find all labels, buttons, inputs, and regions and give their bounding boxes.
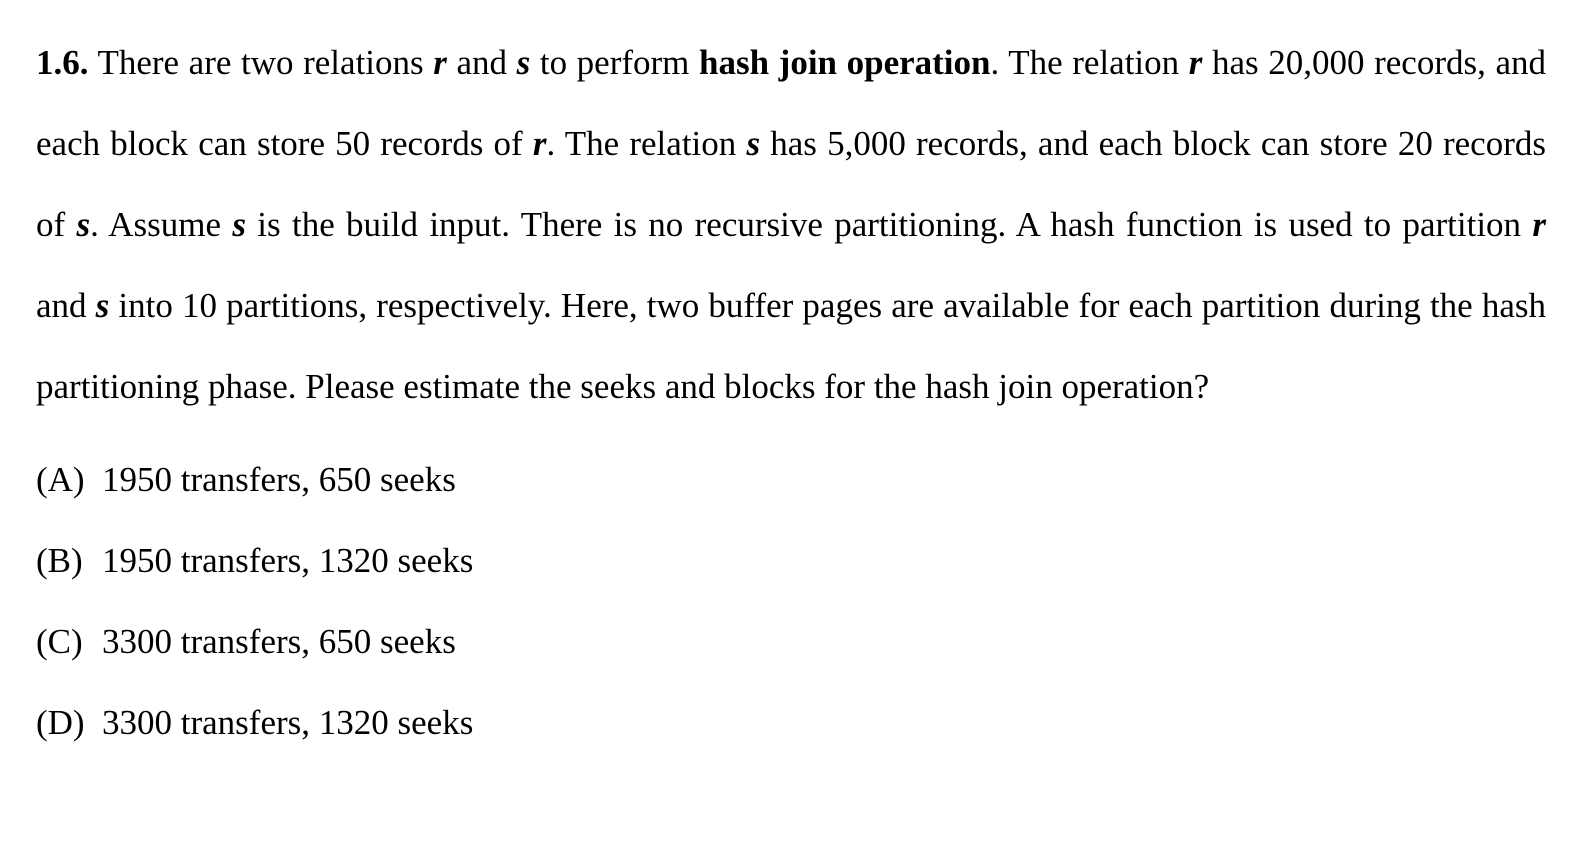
relation-symbol: r xyxy=(532,124,547,163)
relation-symbol: r xyxy=(433,43,447,82)
relation-symbol: s xyxy=(95,286,110,325)
choice-c[interactable] xyxy=(36,601,1546,682)
relation-symbol: r xyxy=(1532,205,1546,244)
question-rich-text: There are two relations r and s to perform hash join operation. The relation r has 20,000 records, and each block can store 50 records of r. The relation s has 5,000 records, and each block can store 20 records of s. Assume s is the build input. There is no recursive partitioning. A hash function is used to partition r and s into 10 partitions, respectively. Here, two buffer pages are available for each partition during the hash partitioning phase. Please estimate the seeks and blocks for the hash join operation? xyxy=(36,43,1546,406)
choice-c-text: 3300 transfers, 650 seeks xyxy=(102,622,456,661)
choice-a[interactable] xyxy=(36,439,1546,520)
choice-d-label: (D) xyxy=(36,703,85,742)
choice-a-label: (A) xyxy=(36,460,85,499)
relation-symbol: s xyxy=(746,124,761,163)
relation-symbol: s xyxy=(232,205,246,244)
choice-d[interactable] xyxy=(36,682,1546,763)
relation-symbol: s xyxy=(76,205,91,244)
answer-choices-list xyxy=(36,439,1546,763)
question-number: 1.6. xyxy=(36,43,89,82)
choice-a-text: 1950 transfers, 650 seeks xyxy=(102,460,456,499)
choice-d-text: 3300 transfers, 1320 seeks xyxy=(102,703,474,742)
question-text xyxy=(36,22,1546,427)
relation-symbol: s xyxy=(516,43,531,82)
emphasis-text: hash join operation xyxy=(699,43,991,82)
relation-symbol: r xyxy=(1188,43,1203,82)
choice-b-label: (B) xyxy=(36,541,83,580)
choice-b-text: 1950 transfers, 1320 seeks xyxy=(102,541,474,580)
choice-b[interactable] xyxy=(36,520,1546,601)
choice-c-label: (C) xyxy=(36,622,83,661)
